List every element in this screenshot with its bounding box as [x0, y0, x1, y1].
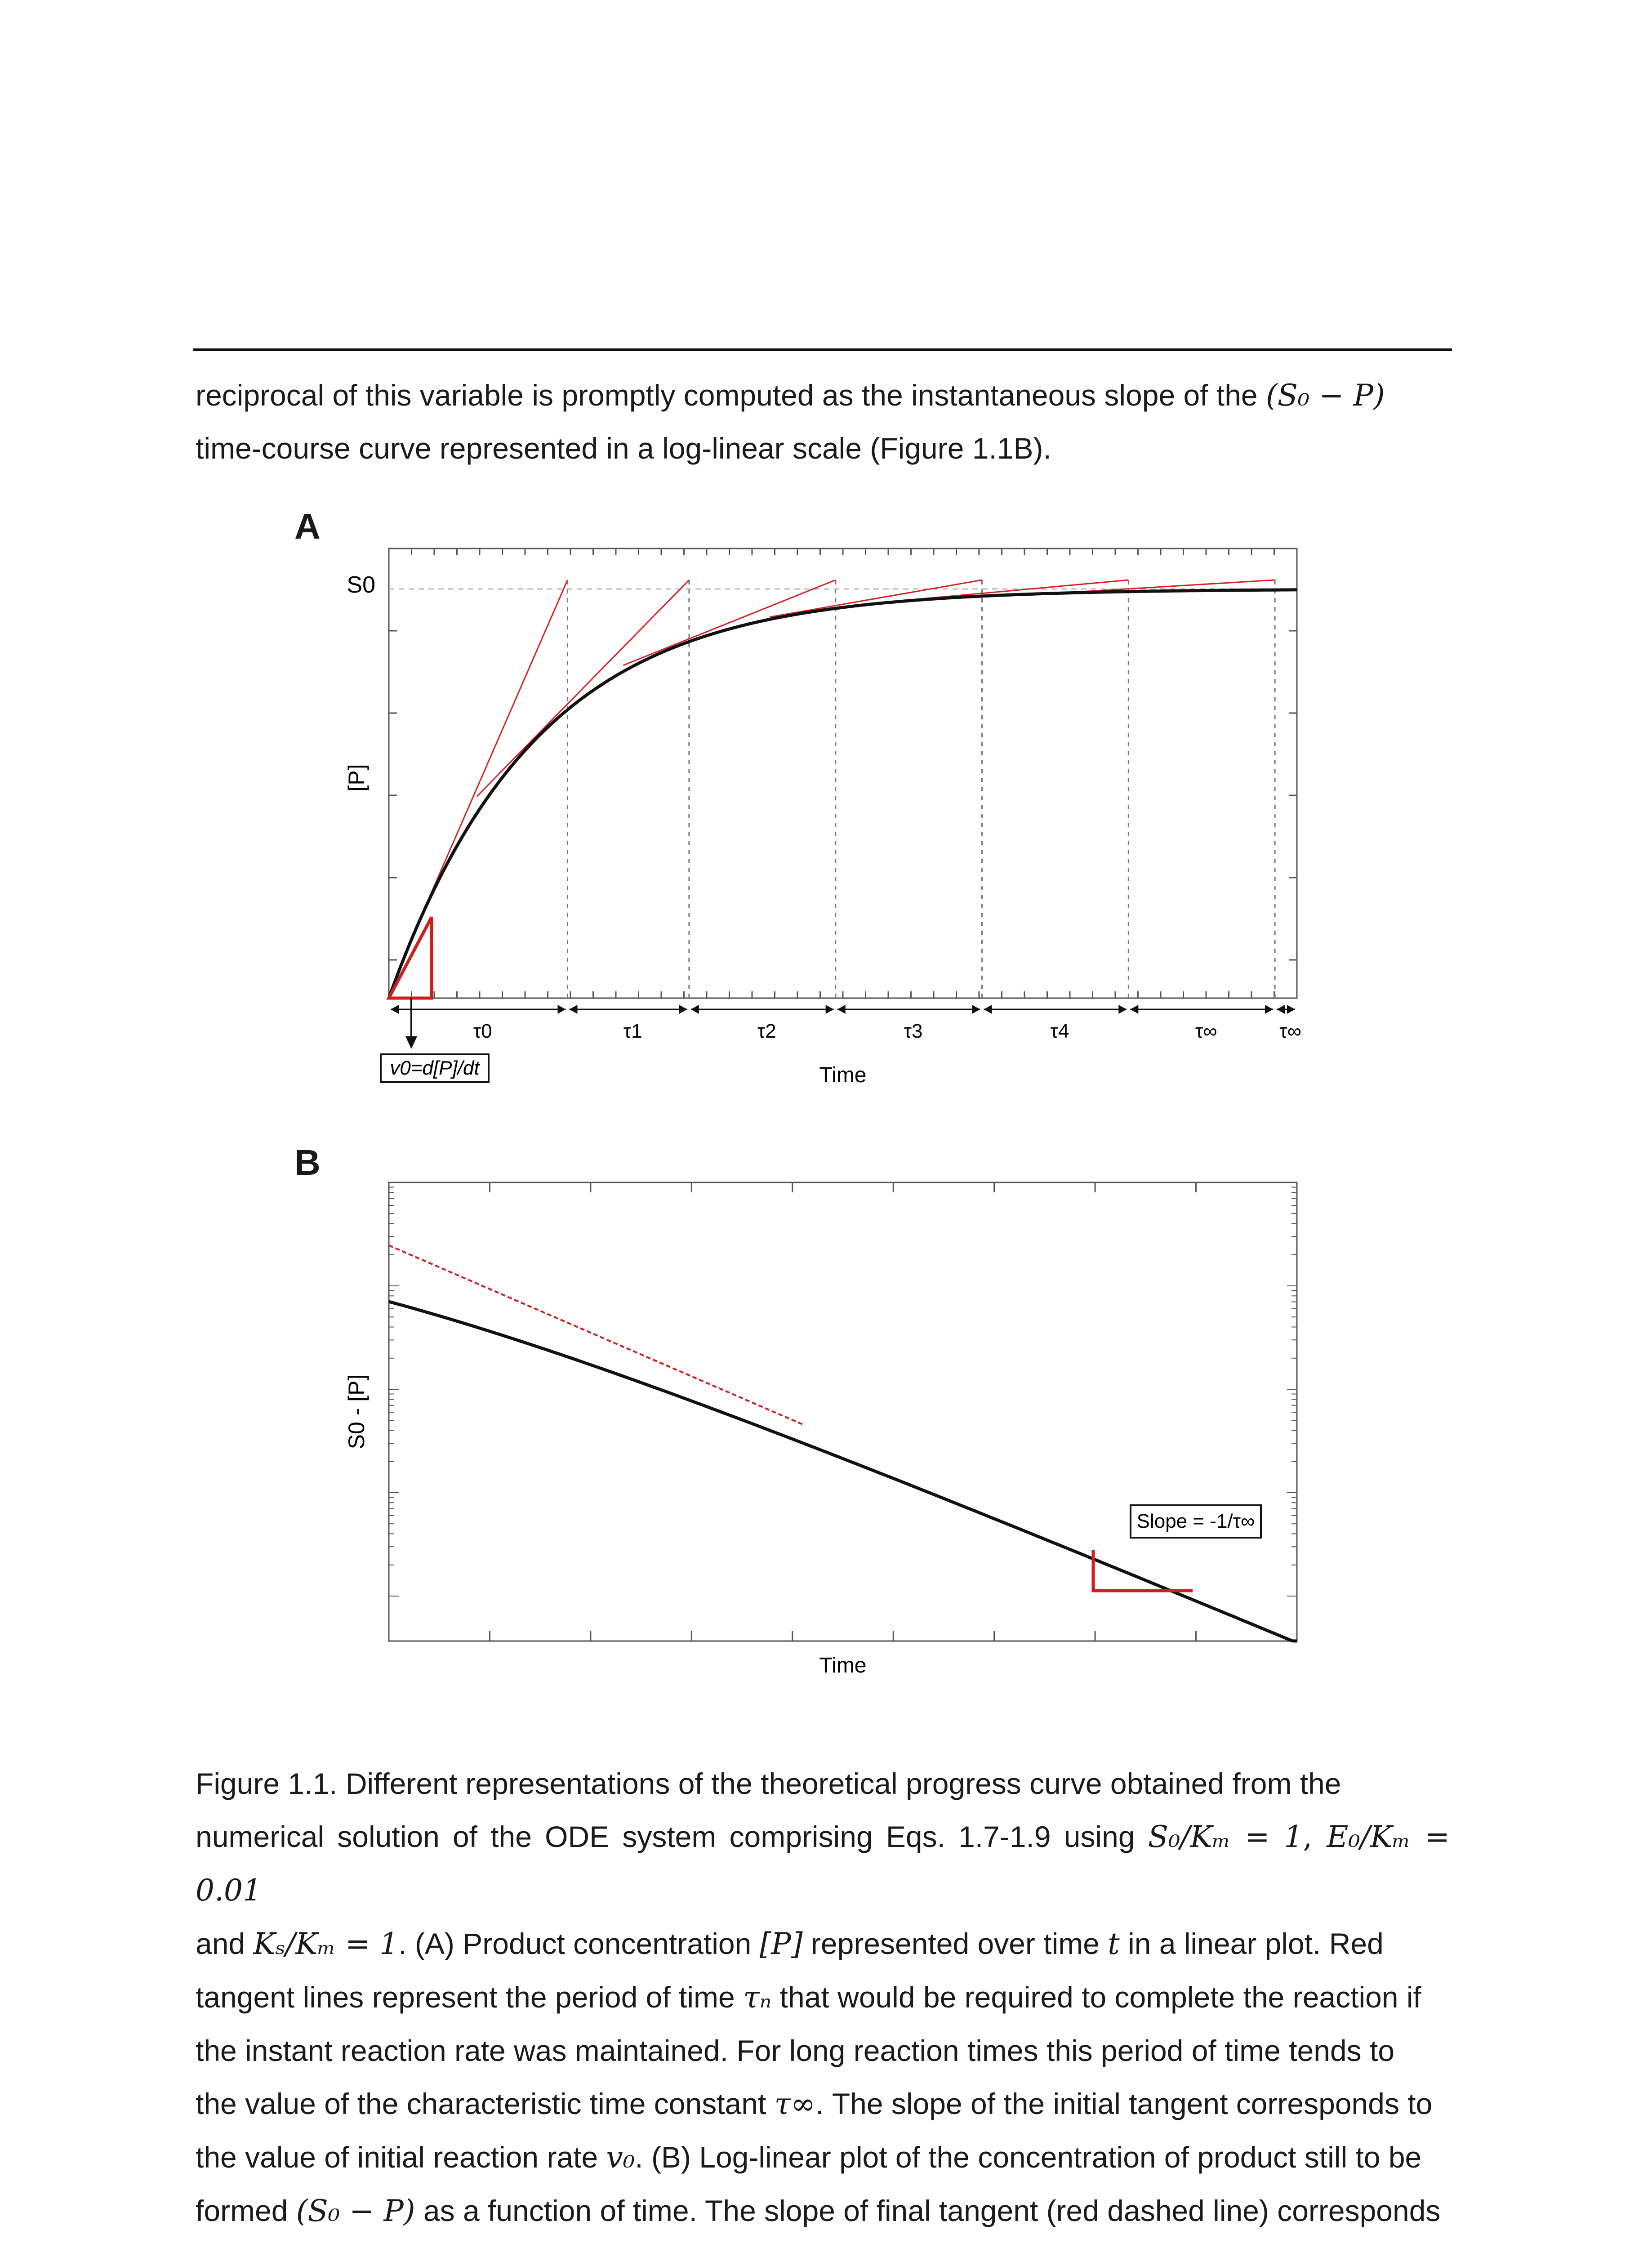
- chart-b-xlabel: Time: [819, 1654, 867, 1677]
- caption-line-6: [196, 2077, 1450, 2131]
- interval-arrow-head: [826, 1005, 834, 1014]
- interval-arrow-head: [1130, 1005, 1138, 1014]
- caption-text: as a function of time. The slope of final tangent (red dashed line) corresponds: [415, 2194, 1441, 2227]
- caption-line-8: [196, 2184, 1450, 2238]
- caption-math: S₀/Kₘ = 1: [1148, 1820, 1303, 1854]
- interval-arrow-head: [1287, 1005, 1295, 1014]
- caption-math: [P]: [759, 1927, 803, 1961]
- intro-line-2: [196, 422, 1450, 475]
- caption-line-1: Figure 1.1. Different representations of the theoretical progress curve obtained from the: [196, 1767, 1341, 1800]
- caption-math: (S₀ − P): [296, 2194, 415, 2228]
- caption-line-2: [196, 1810, 1450, 1917]
- interval-arrow-head: [1277, 1005, 1285, 1014]
- intro-math: (S₀ − P): [1265, 378, 1385, 413]
- chart-b-ylabel: S0 - [P]: [344, 1374, 369, 1450]
- intro-line-1: [196, 369, 1450, 422]
- caption-text: in a linear plot. Red: [1119, 1927, 1384, 1960]
- caption-line-4: [196, 1971, 1450, 2024]
- chart-b-frame: [389, 1182, 1297, 1641]
- panel-b-label: B: [294, 1142, 321, 1182]
- intro-text-1: reciprocal of this variable is promptly computed as the instantaneous slope of the: [196, 379, 1266, 412]
- panel-a-label: A: [294, 506, 321, 546]
- interval-arrow-head: [569, 1005, 577, 1014]
- chart-a-xlabel: Time: [819, 1063, 867, 1087]
- chart-a-ticks: [389, 549, 1297, 998]
- caption-text: . (B) Log-linear plot of the concentration of product still to be: [635, 2141, 1422, 2174]
- caption-line-3: [196, 1917, 1450, 1971]
- chart-a-interval-labels: [473, 1020, 1301, 1042]
- chart-a-tangents: [404, 580, 1275, 957]
- caption-math: τₙ: [743, 1980, 772, 2015]
- caption-text: ,: [1303, 1820, 1327, 1854]
- slope-triangle: [1093, 1550, 1193, 1591]
- interval-arrow-head: [837, 1005, 846, 1014]
- interval-arrow-head: [691, 1005, 699, 1014]
- chart-a-interval-dividers: [567, 580, 1275, 998]
- interval-arrow-head: [1118, 1005, 1127, 1014]
- caption-line-9: [196, 2238, 1450, 2248]
- interval-arrow-head: [679, 1005, 687, 1014]
- slope-label: Slope = -1/τ∞: [1136, 1510, 1255, 1532]
- rate-label: v0=d[P]/dt: [390, 1057, 480, 1079]
- tangent-line: [476, 580, 689, 797]
- caption-text: numerical solution of the ODE system comprising Eqs. 1.7-1.9 using: [196, 1820, 1148, 1853]
- interval-arrow-head: [557, 1005, 566, 1014]
- caption-math: τ∞: [774, 2087, 816, 2121]
- caption-line-5: the instant reaction rate was maintained. For long reaction times this period of time tends to: [196, 2034, 1395, 2067]
- interval-arrow-head: [984, 1005, 992, 1014]
- caption-math: v₀: [606, 2140, 635, 2175]
- chart-a-curve: [389, 590, 1297, 998]
- caption-text: the value of the characteristic time constant: [196, 2087, 775, 2120]
- interval-arrow-head: [1265, 1005, 1273, 1014]
- figure-caption: [196, 1757, 1450, 2248]
- caption-text: . (A) Product concentration: [398, 1927, 760, 1960]
- rate-arrow-head: [405, 1036, 417, 1049]
- caption-math: Kₛ/Kₘ = 1: [253, 1927, 399, 1961]
- initial-rate-triangle: [389, 917, 432, 998]
- tau-label: τ1: [623, 1020, 642, 1042]
- caption-text: formed: [196, 2194, 296, 2227]
- tau-label: τ∞: [1279, 1020, 1301, 1042]
- chart-a-s0-label: S0: [347, 572, 375, 598]
- caption-text: the value of initial reaction rate: [196, 2141, 606, 2174]
- chart-a-ylabel: [P]: [344, 764, 369, 792]
- caption-line-7: [196, 2131, 1450, 2184]
- tau-label: τ3: [904, 1020, 923, 1042]
- caption-math: E₀/Kₘ = 0.01: [196, 1820, 1450, 1908]
- caption-text: that would be required to complete the reaction if: [771, 1980, 1421, 2014]
- intro-text-2: time-course curve represented in a log-linear scale (Figure 1.1B).: [196, 432, 1051, 465]
- tangent-line: [623, 580, 835, 665]
- chart-b: [333, 1173, 1331, 1690]
- caption-text: represented over time: [802, 1927, 1108, 1960]
- chart-a-interval-arrows: [391, 1005, 1295, 1014]
- caption-math: t: [1108, 1927, 1120, 1961]
- interval-arrow-head: [972, 1005, 980, 1014]
- chart-b-ticks: [389, 1182, 1297, 1641]
- header-rule: [193, 348, 1452, 351]
- chart-a-frame: [389, 549, 1297, 998]
- interval-arrow-head: [391, 1005, 399, 1014]
- tau-label: τ2: [757, 1020, 776, 1042]
- tau-label: τ0: [473, 1020, 492, 1042]
- asymptote-tangent: [389, 1245, 805, 1425]
- caption-text: and: [196, 1927, 254, 1960]
- caption-text: tangent lines represent the period of time: [196, 1980, 744, 2014]
- chart-a: [333, 537, 1331, 1104]
- tau-label: τ4: [1050, 1020, 1069, 1042]
- tau-label: τ∞: [1195, 1020, 1217, 1042]
- caption-text: . The slope of the initial tangent corresponds to: [815, 2087, 1433, 2120]
